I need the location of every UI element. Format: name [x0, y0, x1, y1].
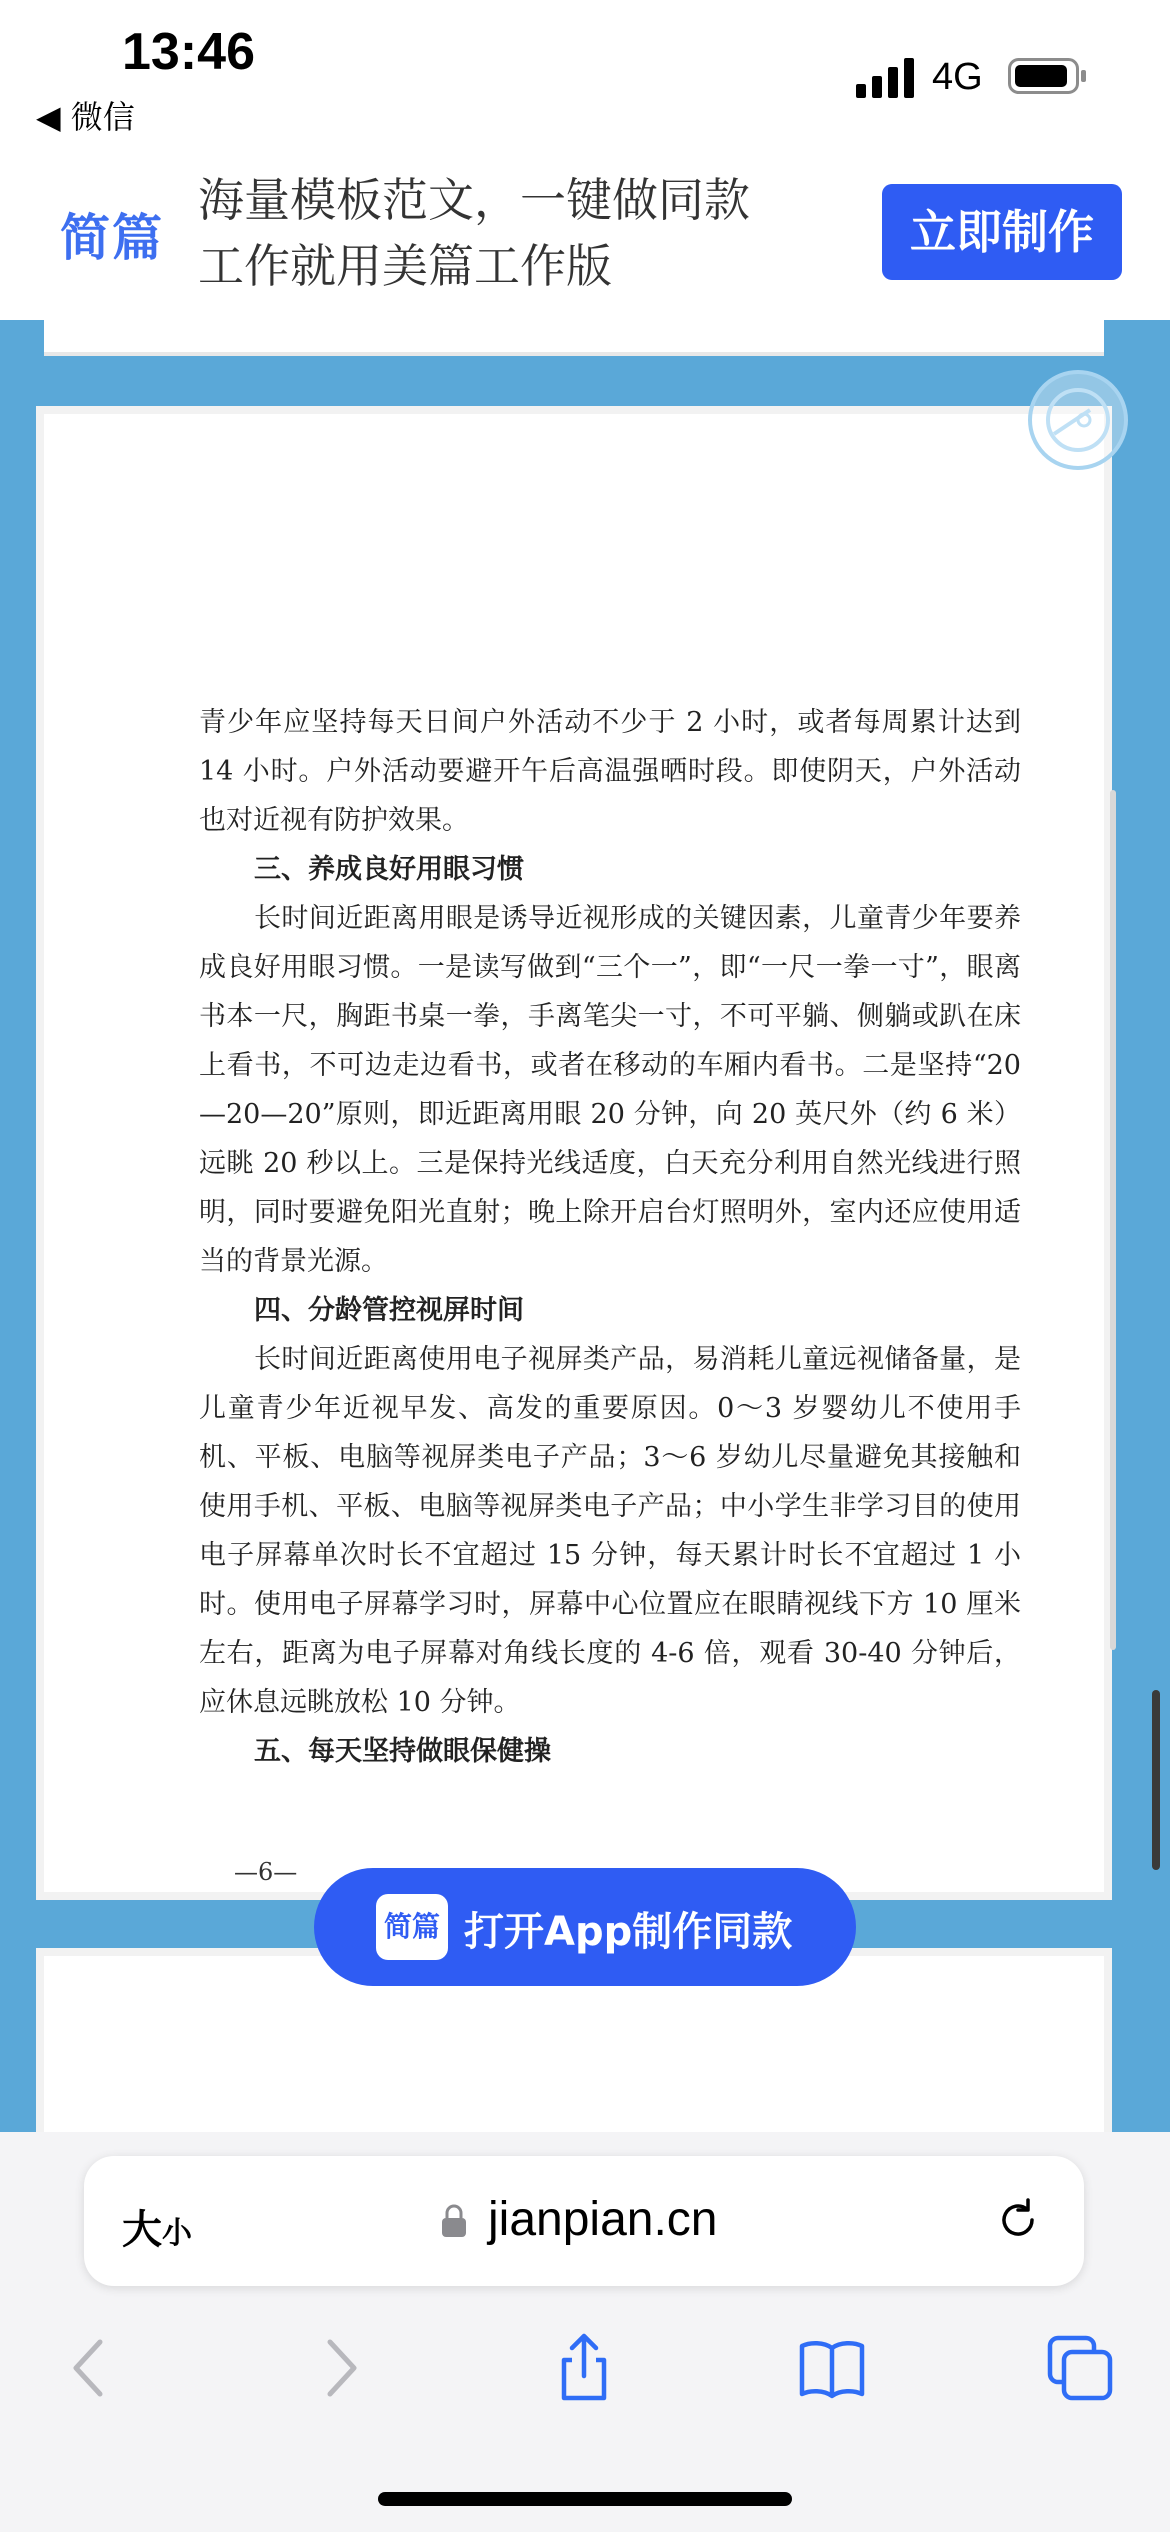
- viewer-scrollbar[interactable]: [1152, 1690, 1160, 1870]
- share-icon[interactable]: [548, 2332, 620, 2404]
- promo-banner[interactable]: [40, 140, 1130, 320]
- floating-assist-icon[interactable]: [1028, 370, 1128, 470]
- chevron-left-icon[interactable]: [54, 2332, 126, 2404]
- network-type: 4G: [932, 56, 983, 98]
- address-bar[interactable]: [84, 2156, 1084, 2286]
- open-app-button[interactable]: [314, 1868, 856, 1986]
- open-app-label: 打开App制作同款: [464, 1909, 793, 1955]
- url-domain[interactable]: jianpian.cn: [488, 2193, 718, 2246]
- banner-logo: 简篇: [60, 209, 164, 267]
- paragraph: 长时间近距离用眼是诱导近视形成的关键因素，儿童青少年要养成良好用眼习惯。一是读写做到“三个一”，即“一尺一拳一寸”，眼离书本一尺，胸距书桌一拳，手离笔尖一寸，不可平躺、侧躺或趴在床上看书，不可边走边看书，或者在移动的车厢内看书。二是坚持“20—20—20”原则，即近距离用眼 20 分钟，向 20 英尺外（约 6 米）远眺 20 秒以上。三是保持光线适度，白天充分利用自然光线进行照明，同时要避免阳光直射；晚上除开启台灯照明外，室内还应使用适当的背景光源。: [199, 903, 1021, 1277]
- text-size-button[interactable]: 大小: [122, 2207, 192, 2253]
- banner-subheadline: 工作就用美篇工作版: [198, 239, 612, 293]
- previous-page-edge: [44, 320, 1104, 356]
- book-icon[interactable]: [796, 2332, 868, 2404]
- signal-icon: [856, 58, 916, 98]
- browser-toolbar: [0, 2132, 1170, 2532]
- document-text: [199, 698, 1021, 1776]
- banner-headline: 海量模板范文，一键做同款: [198, 173, 750, 227]
- section-heading: 五、每天坚持做眼保健操: [254, 1736, 551, 1767]
- back-to-app-link[interactable]: ◀ 微信: [36, 98, 135, 136]
- home-indicator: [378, 2492, 792, 2506]
- chevron-right-icon[interactable]: [304, 2332, 376, 2404]
- status-bar: [0, 0, 1170, 140]
- paragraph: 长时间近距离使用电子视屏类产品，易消耗儿童远视储备量，是儿童青少年近视早发、高发的重要原因。0～3 岁婴幼儿不使用手机、平板、电脑等视屏类电子产品；3～6 岁幼儿尽量避免其接触和使用手机、平板、电脑等视屏类电子产品；中小学生非学习目的使用电子屏幕单次时长不宜超过 15 分钟，每天累计时长不宜超过 1 小时。使用电子屏幕学习时，屏幕中心位置应在眼睛视线下方 10 厘米左右，距离为电子屏幕对角线长度的 4-6 倍，观看 30-40 分钟后，应休息远眺放松 10 分钟。: [199, 1344, 1021, 1718]
- tabs-icon[interactable]: [1044, 2332, 1116, 2404]
- reload-icon[interactable]: [992, 2194, 1044, 2246]
- page-number: —6—: [234, 1858, 298, 1886]
- status-time: 13:46: [122, 23, 255, 81]
- battery-icon: [1008, 58, 1088, 94]
- section-heading: 四、分龄管控视屏时间: [254, 1295, 524, 1326]
- document-viewer[interactable]: [0, 320, 1170, 2132]
- document-page: [44, 414, 1104, 1892]
- lock-icon: [440, 2204, 468, 2238]
- page-scrollbar[interactable]: [1110, 790, 1116, 1650]
- app-logo: 简篇: [376, 1894, 448, 1960]
- paragraph: 青少年应坚持每天日间户外活动不少于 2 小时，或者每周累计达到 14 小时。户外活动要避开午后高温强晒时段。即使阴天，户外活动也对近视有防护效果。: [199, 707, 1021, 836]
- section-heading: 三、养成良好用眼习惯: [254, 854, 524, 885]
- make-now-button[interactable]: 立即制作: [882, 184, 1122, 280]
